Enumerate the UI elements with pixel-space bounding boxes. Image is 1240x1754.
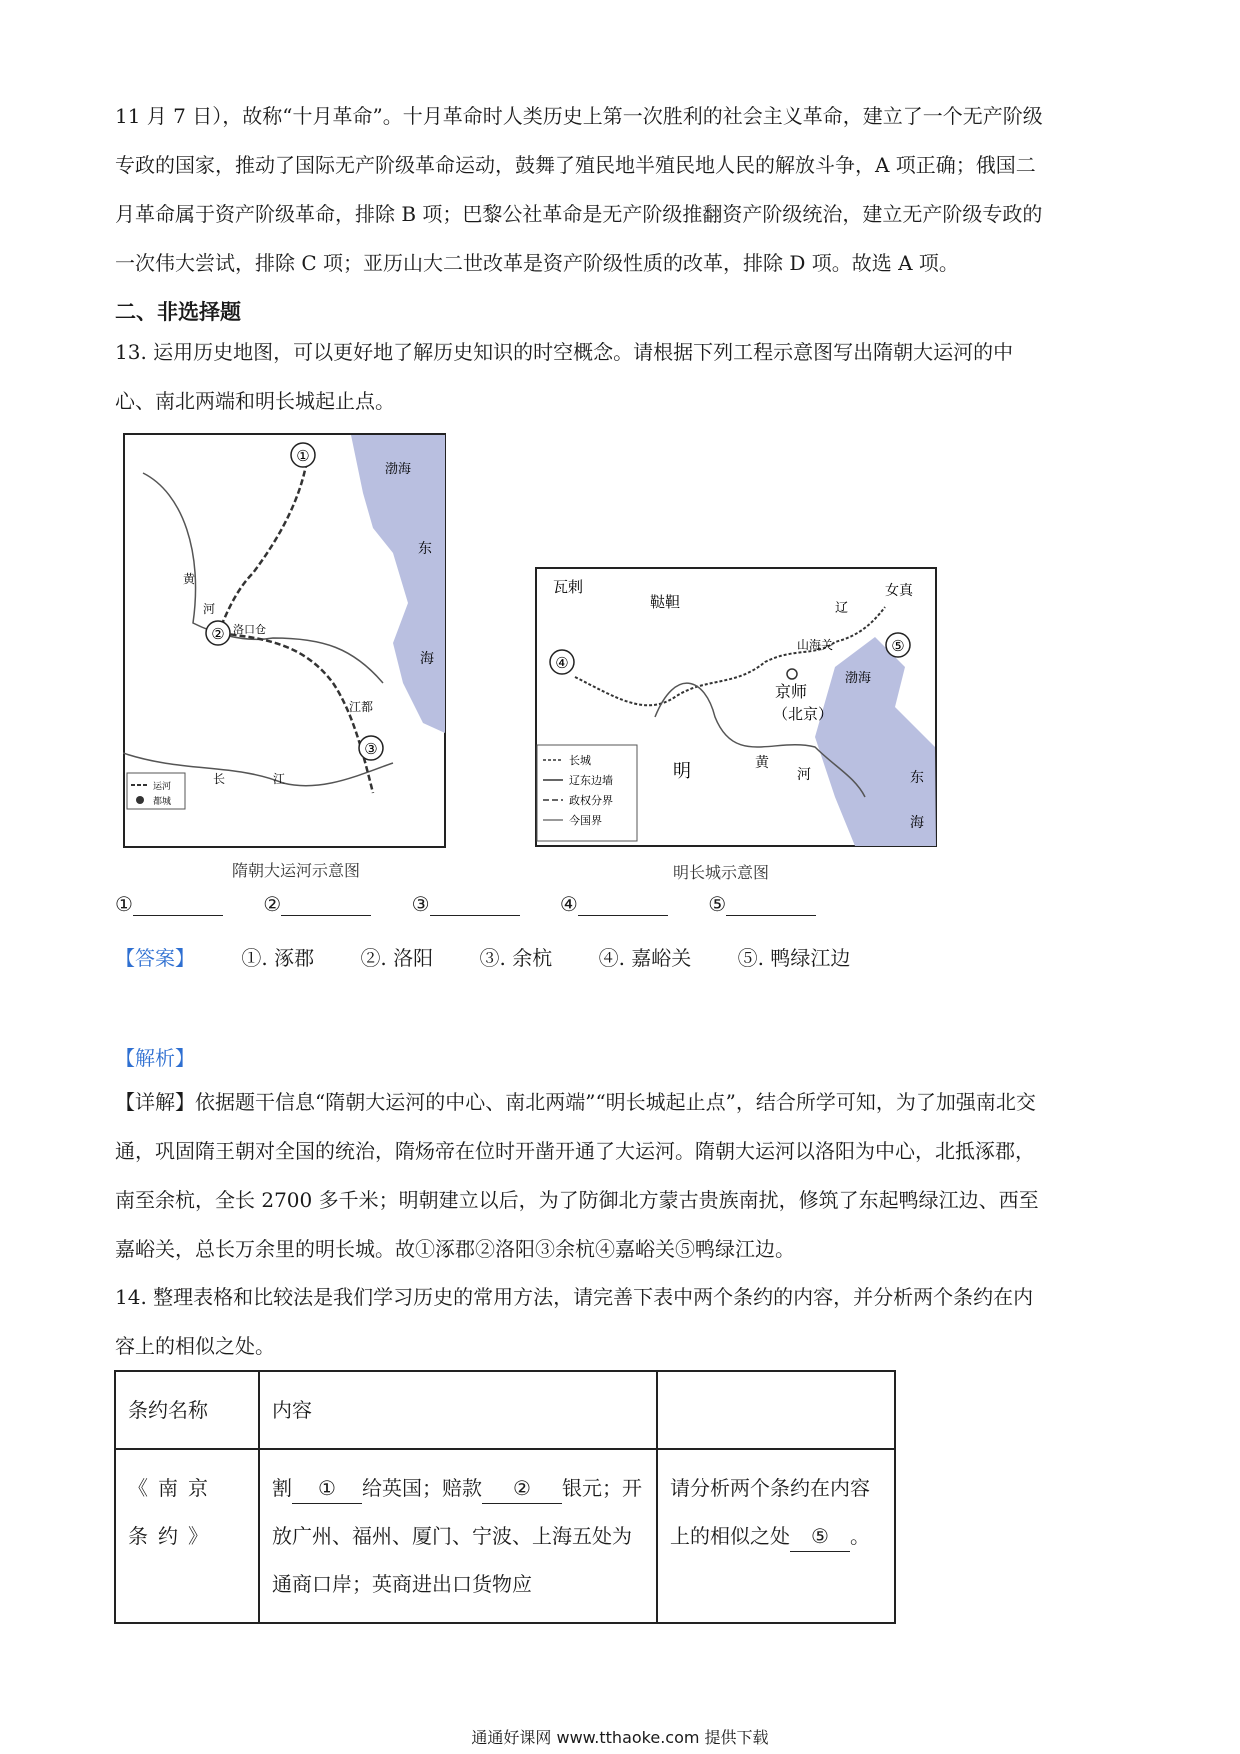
table-header-row (115, 1371, 895, 1449)
header-cell: 内容 (259, 1371, 657, 1449)
content-text: 给英国；赔款 (362, 1476, 482, 1500)
map-label: 东 (910, 770, 924, 786)
analysis-cell (657, 1449, 895, 1623)
map-label: 黄 (755, 755, 769, 771)
map-label: 海 (910, 815, 924, 831)
answer-row (115, 942, 850, 971)
ming-great-wall-map (535, 567, 937, 847)
intro-paragraph (115, 92, 1130, 288)
intro-line: 专政的国家，推动了国际无产阶级革命运动，鼓舞了殖民地半殖民地人民的解放斗争，A 项正确；俄国二 (115, 153, 1036, 177)
content-text: 银元；开放广州、福州、厦门、宁波、上海五处为通商口岸；英商进出口货物应 (272, 1476, 642, 1596)
blank-4[interactable] (560, 892, 668, 916)
marker-1: ① (296, 447, 310, 465)
header-cell: 条约名称 (115, 1371, 259, 1449)
detail-line: 通，巩固隋王朝对全国的统治，隋炀帝在位时开凿开通了大运河。隋朝大运河以洛阳为中心，北抵涿郡， (115, 1139, 1035, 1163)
map-label: 长 (213, 772, 226, 786)
answer-tag: 【答案】 (115, 946, 195, 970)
intro-line: 月革命属于资产阶级革命，排除 B 项；巴黎公社革命是无产阶级推翻资产阶级统治，建立无产阶级专政的 (115, 202, 1043, 226)
map-label: 江 (273, 772, 286, 786)
answer-item: ③. 余杭 (479, 946, 553, 970)
treaty-name-cell: 《南京条约》 (115, 1449, 259, 1623)
map-label: 东 (418, 541, 432, 557)
section-heading: 二、非选择题 (115, 300, 241, 324)
blank-number: ② (263, 892, 282, 916)
blank-line (430, 895, 520, 916)
question-line: 13. 运用历史地图，可以更好地了解历史知识的时空概念。请根据下列工程示意图写出隋朝大运河的中 (115, 340, 1014, 364)
fill-blank-5[interactable]: ⑤ (790, 1521, 850, 1552)
map-label: 河 (203, 602, 216, 616)
footer-credit: 通通好课网 www.tthaoke.com 提供下载 (471, 1728, 769, 1747)
legend-label: 运河 (153, 782, 172, 792)
fill-blank-1[interactable]: ① (292, 1473, 362, 1504)
answer-item: ①. 涿郡 (241, 946, 315, 970)
content-text: 割 (272, 1476, 292, 1500)
question-line: 14. 整理表格和比较法是我们学习历史的常用方法，请完善下表中两个条约的内容，并分析两个条约在内 (115, 1285, 1034, 1309)
map-label: 山海关 (797, 638, 834, 652)
question-14 (115, 1273, 1130, 1371)
blank-2[interactable] (263, 892, 371, 916)
map-label: 女真 (885, 583, 913, 599)
legend-label: 都城 (153, 797, 172, 807)
sui-grand-canal-map (123, 433, 446, 848)
blank-1[interactable] (115, 892, 223, 916)
legend-label: 长城 (569, 754, 591, 767)
answer-item: ②. 洛阳 (360, 946, 434, 970)
blank-line (726, 895, 816, 916)
detail-paragraph (115, 1078, 1130, 1274)
map2-caption: 明长城示意图 (673, 863, 770, 882)
question-line: 心、南北两端和明长城起止点。 (115, 389, 395, 413)
analysis-text: 。 (850, 1524, 870, 1548)
map-label: 江都 (349, 700, 374, 714)
map-label: 河 (797, 767, 811, 783)
map-label: 海 (420, 651, 434, 667)
legend-label: 今国界 (569, 814, 602, 827)
answer-blanks (115, 892, 850, 916)
treaty-table (114, 1370, 896, 1624)
analysis-text: 请分析两个条约在内容上的相似之处 (670, 1476, 870, 1548)
blank-number: ① (115, 892, 133, 916)
analysis-tag: 【解析】 (115, 1046, 195, 1070)
header-cell (657, 1371, 895, 1449)
answer-item: ⑤. 鸭绿江边 (737, 946, 851, 970)
blank-number: ④ (559, 892, 578, 916)
blank-number: ③ (411, 892, 430, 916)
table-row (115, 1449, 895, 1623)
blank-line (578, 895, 668, 916)
intro-line: 一次伟大尝试，排除 C 项；亚历山大二世改革是资产阶级性质的改革，排除 D 项。故选 A 项。 (115, 251, 959, 275)
legend-label: 政权分界 (569, 794, 613, 807)
map-label: 渤海 (385, 462, 412, 477)
blank-5[interactable] (708, 892, 816, 916)
marker-5: ⑤ (891, 637, 905, 655)
map-label: 黄 (183, 572, 196, 586)
map-label: 辽 (835, 601, 849, 616)
marker-3: ③ (364, 740, 378, 758)
legend-label: 辽东边墙 (569, 774, 613, 787)
map-label: 瓦剌 (553, 578, 584, 596)
treaty-content-cell (259, 1449, 657, 1623)
blank-number: ⑤ (708, 892, 727, 916)
answer-item: ④. 嘉峪关 (598, 946, 692, 970)
detail-line: 【详解】依据题干信息“隋朝大运河的中心、南北两端”“明长城起止点”，结合所学可知，为了加强南北交 (115, 1090, 1036, 1114)
legend-capital-symbol (136, 796, 144, 804)
blank-line (133, 895, 223, 916)
question-13 (115, 328, 1130, 426)
marker-4: ④ (555, 654, 569, 672)
blank-3[interactable] (412, 892, 520, 916)
map-label: 明 (673, 761, 691, 782)
map1-caption: 隋朝大运河示意图 (232, 861, 361, 880)
marker-2: ② (211, 625, 225, 643)
map-label: 鞑靼 (650, 593, 681, 611)
detail-line: 南至余杭，全长 2700 多千米；明朝建立以后，为了防御北方蒙古贵族南扰，修筑了东起鸭绿江边、西至 (115, 1188, 1039, 1212)
fill-blank-2[interactable]: ② (482, 1473, 562, 1504)
question-line: 容上的相似之处。 (115, 1334, 275, 1358)
map-label: 京师 (775, 682, 808, 701)
map-label: 洛口仓 (233, 623, 266, 636)
map-label: （北京） (773, 705, 834, 723)
map-label: 渤海 (845, 671, 872, 686)
detail-line: 嘉峪关，总长万余里的明长城。故①涿郡②洛阳③余杭④嘉峪关⑤鸭绿江边。 (115, 1237, 795, 1261)
blank-line (281, 895, 371, 916)
intro-line: 11 月 7 日），故称“十月革命”。十月革命时人类历史上第一次胜利的社会主义革命，建立了一个无产阶级 (115, 104, 1043, 128)
